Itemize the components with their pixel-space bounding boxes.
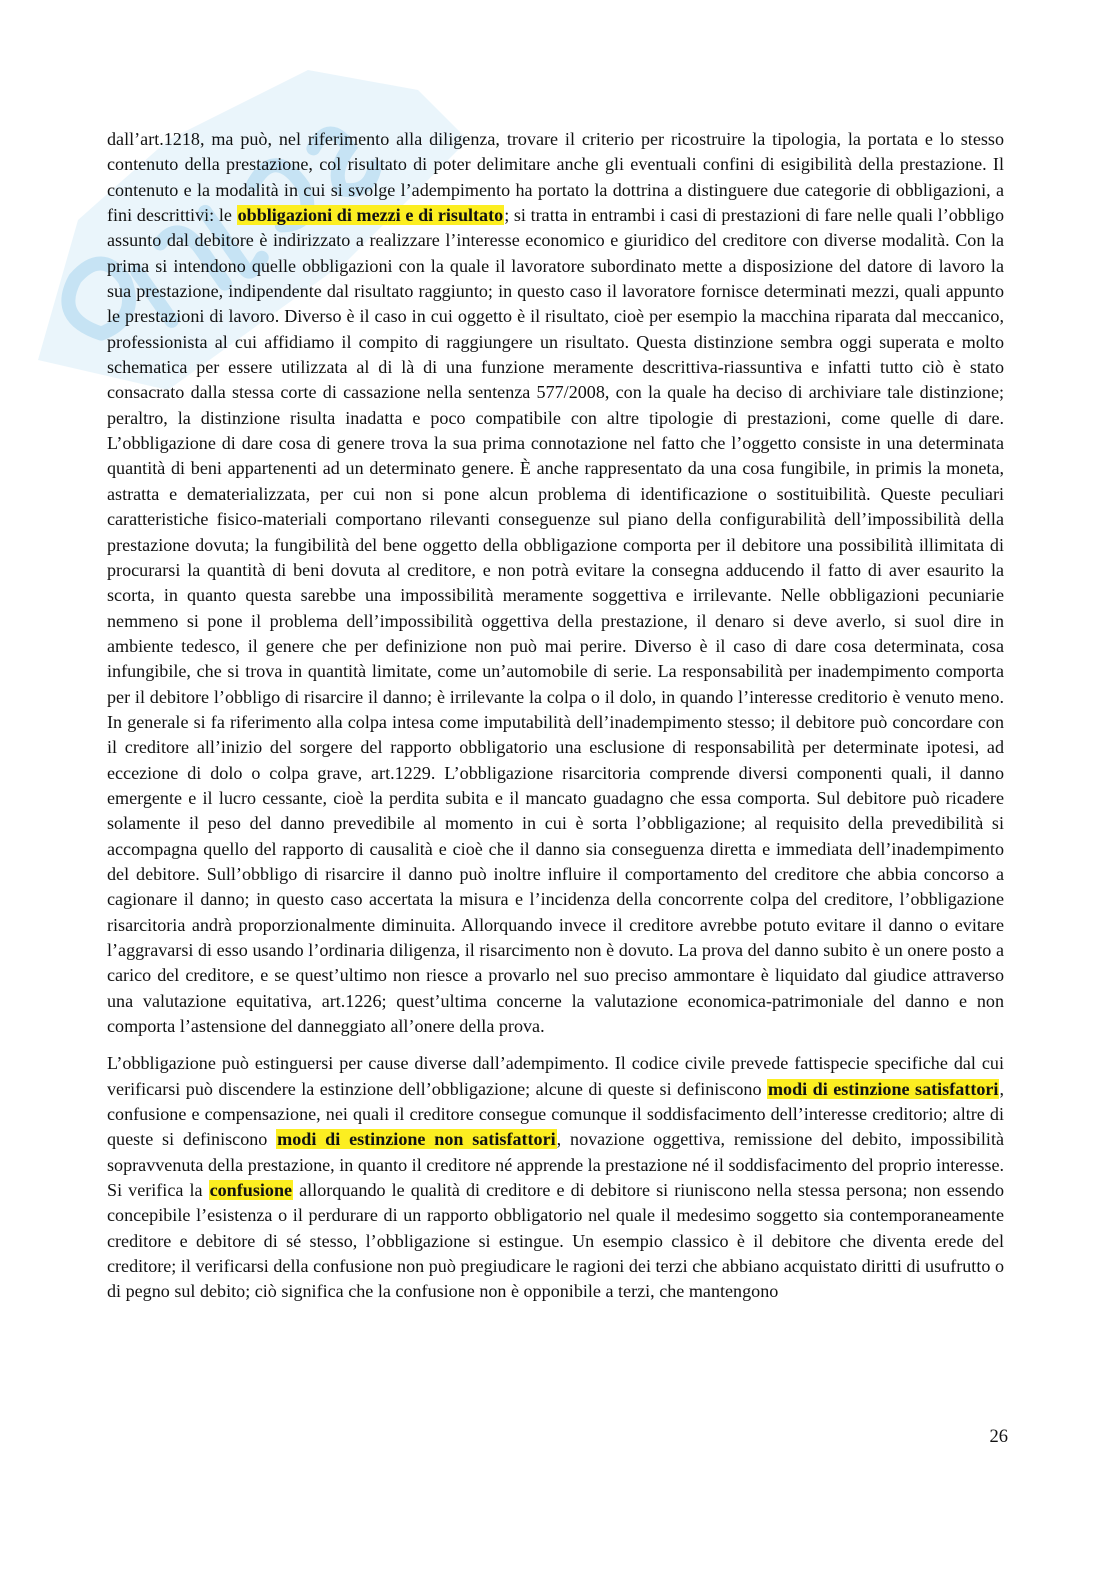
page-body bbox=[107, 127, 1004, 1305]
highlighted-term: modi di estinzione non satisfattori bbox=[277, 1129, 556, 1150]
page-number: 26 bbox=[989, 1427, 1008, 1447]
paragraph-text: , confusione e compensazione, nei quali il creditore consegue comunque il soddisfacimento dell’interesse creditorio; altre di queste si definiscono bbox=[107, 1078, 1004, 1150]
paragraph bbox=[107, 1051, 1004, 1304]
paragraph-text: L’obbligazione può estinguersi per cause diverse dall’adempimento. Il codice civile prevede fattispecie specifiche dal cui verificarsi può discendere la estinzione dell’obbligazione; alcune di queste si definiscono bbox=[107, 1053, 1004, 1099]
paragraph-text: , novazione oggettiva, remissione del debito, impossibilità sopravvenuta della prestazione, in quanto il creditore né apprende la prestazione né il soddisfacimento del proprio interesse. Si verifica la bbox=[107, 1129, 1005, 1201]
paragraph bbox=[107, 127, 1004, 1039]
paragraph-text: ; si tratta in entrambi i casi di prestazioni di fare nelle quali l’obbligo assunto dal debitore è indirizzato a realizzare l’interesse economico e giuridico del creditore con diverse modalità. Con la prima si intendono quelle obbligazioni con la quale il lavoratore subordinato mette a disposizione del datore di lavoro la sua prestazione, indipendente dal risultato raggiunto; in questo caso il lavoratore fornisce determinati mezzi, quali appunto le prestazioni di lavoro. Diverso è il caso in cui oggetto è il risultato, cioè per esempio la macchina riparata dal meccanico, professionista al cui affidiamo il compito di raggiungere un risultato. Questa distinzione sembra oggi superata e molto schematica per essere utilizzata al di là di una funzione meramente descrittiva-riassuntiva e infatti tutto ciò è stato consacrato dalla stessa corte di cassazione nella sentenza 577/2008, con la quale ha deciso di archiviare tale distinzione; peraltro, la distinzione risulta inadatta e poco compatibile con altre tipologie di prestazioni, come quelle di dare. L’obbligazione di dare cosa di genere trova la sua prima connotazione nel fatto che l’oggetto consiste in una determinata quantità di beni appartenenti ad un determinato genere. È anche rappresentato da una cosa fungibile, in primis la moneta, astratta e dematerializzata, per cui non si pone alcun problema di identificazione o sostituibilità. Queste peculiari caratteristiche fisico-materiali comportano rilevanti conseguenze sul piano della configurabilità dell’impossibilità della prestazione dovuta; la fungibilità del bene oggetto della obbligazione comporta per il debitore una possibilità illimitata di procurarsi la quantità di beni dovuta al creditore, e non potrà evitare la consegna adducendo il fatto di aver esaurito la scorta, in quanto questa sarebbe una impossibilità meramente soggettiva e irrilevante. Nelle obbligazioni pecuniarie nemmeno si pone il problema dell’impossibilità oggettiva della prestazione, il denaro si deve averlo, si suol dire in ambiente tedesco, il genere che per definizione non può mai perire. Diverso è il caso di dare cosa determinata, cosa infungibile, che si trova in quantità limitate, come un’automobile di serie. La responsabilità per inadempimento comporta per il debitore l’obbligo di risarcire il danno; è irrilevante la colpa o il dolo, in quando l’interesse creditorio è venuto meno. In generale si fa riferimento alla colpa intesa come imputabilità dell’inadempimento stesso; il debitore può concordare con il creditore all’inizio del sorgere del rapporto obbligatorio una esclusione di responsabilità per determinate ipotesi, ad eccezione di dolo o colpa grave, art.1229. L’obbligazione risarcitoria comprende diversi componenti quali, il danno emergente e il lucro cessante, cioè la perdita subita e il mancato guadagno che essa comporta. Sul debitore può ricadere solamente il peso del danno prevedibile al momento in cui è sorta l’obbligazione; al requisito della prevedibilità si accompagna quello del rapporto di causalità e cioè che il danno sia conseguenza diretta e immediata dell’inadempimento del debitore. Sull’obbligo di risarcire il danno può inoltre influire il comportamento del creditore che abbia concorso a cagionare il danno; in questo caso accertata la misura e l’incidenza della concorrente colpa del creditore, l’obbligazione risarcitoria andrà proporzionalmente diminuita. Allorquando invece il creditore avrebbe potuto evitare il danno o evitare l’aggravarsi di esso usando l’ordinaria diligenza, il risarcimento non è dovuto. La prova del danno subito è un onere posto a carico del creditore, e se quest’ultimo non riesce a provarlo nel suo preciso ammontare è liquidato dal giudice attraverso una valutazione equitativa, art.1226; quest’ultima concerne la valutazione economica-patrimoniale del danno e non comporta l’astensione del danneggiato all’onere della prova. bbox=[107, 205, 1005, 1037]
highlighted-term: modi di estinzione satisfattori bbox=[767, 1078, 999, 1099]
highlighted-term: confusione bbox=[209, 1180, 293, 1201]
highlighted-term: obbligazioni di mezzi e di risultato bbox=[237, 205, 504, 226]
paragraph-text: allorquando le qualità di creditore e di debitore si riuniscono nella stessa persona; non essendo concepibile l’esistenza o il perdurare di un rapporto obbligatorio nel quale il medesimo soggetto sia contemporaneamente creditore e debitore di sé stesso, l’obbligazione si estingue. Un esempio classico è il debitore che diventa erede del creditore; il verificarsi della confusione non può pregiudicare le ragioni dei terzi che abbiano acquistato diritti di usufrutto o di pegno sul debito; ciò significa che la confusione non è opponibile a terzi, che mantengono bbox=[107, 1180, 1005, 1302]
paragraph-text: dall’art.1218, ma può, nel riferimento alla diligenza, trovare il criterio per ricostruire la tipologia, la portata e lo stesso contenuto della prestazione, col risultato di poter delimitare anche gli eventuali confini di esigibilità della prestazione. Il contenuto e la modalità in cui si svolge l’adempimento ha portato la dottrina a distinguere due categorie di obbligazioni, a fini descrittivi: le bbox=[107, 129, 1004, 226]
